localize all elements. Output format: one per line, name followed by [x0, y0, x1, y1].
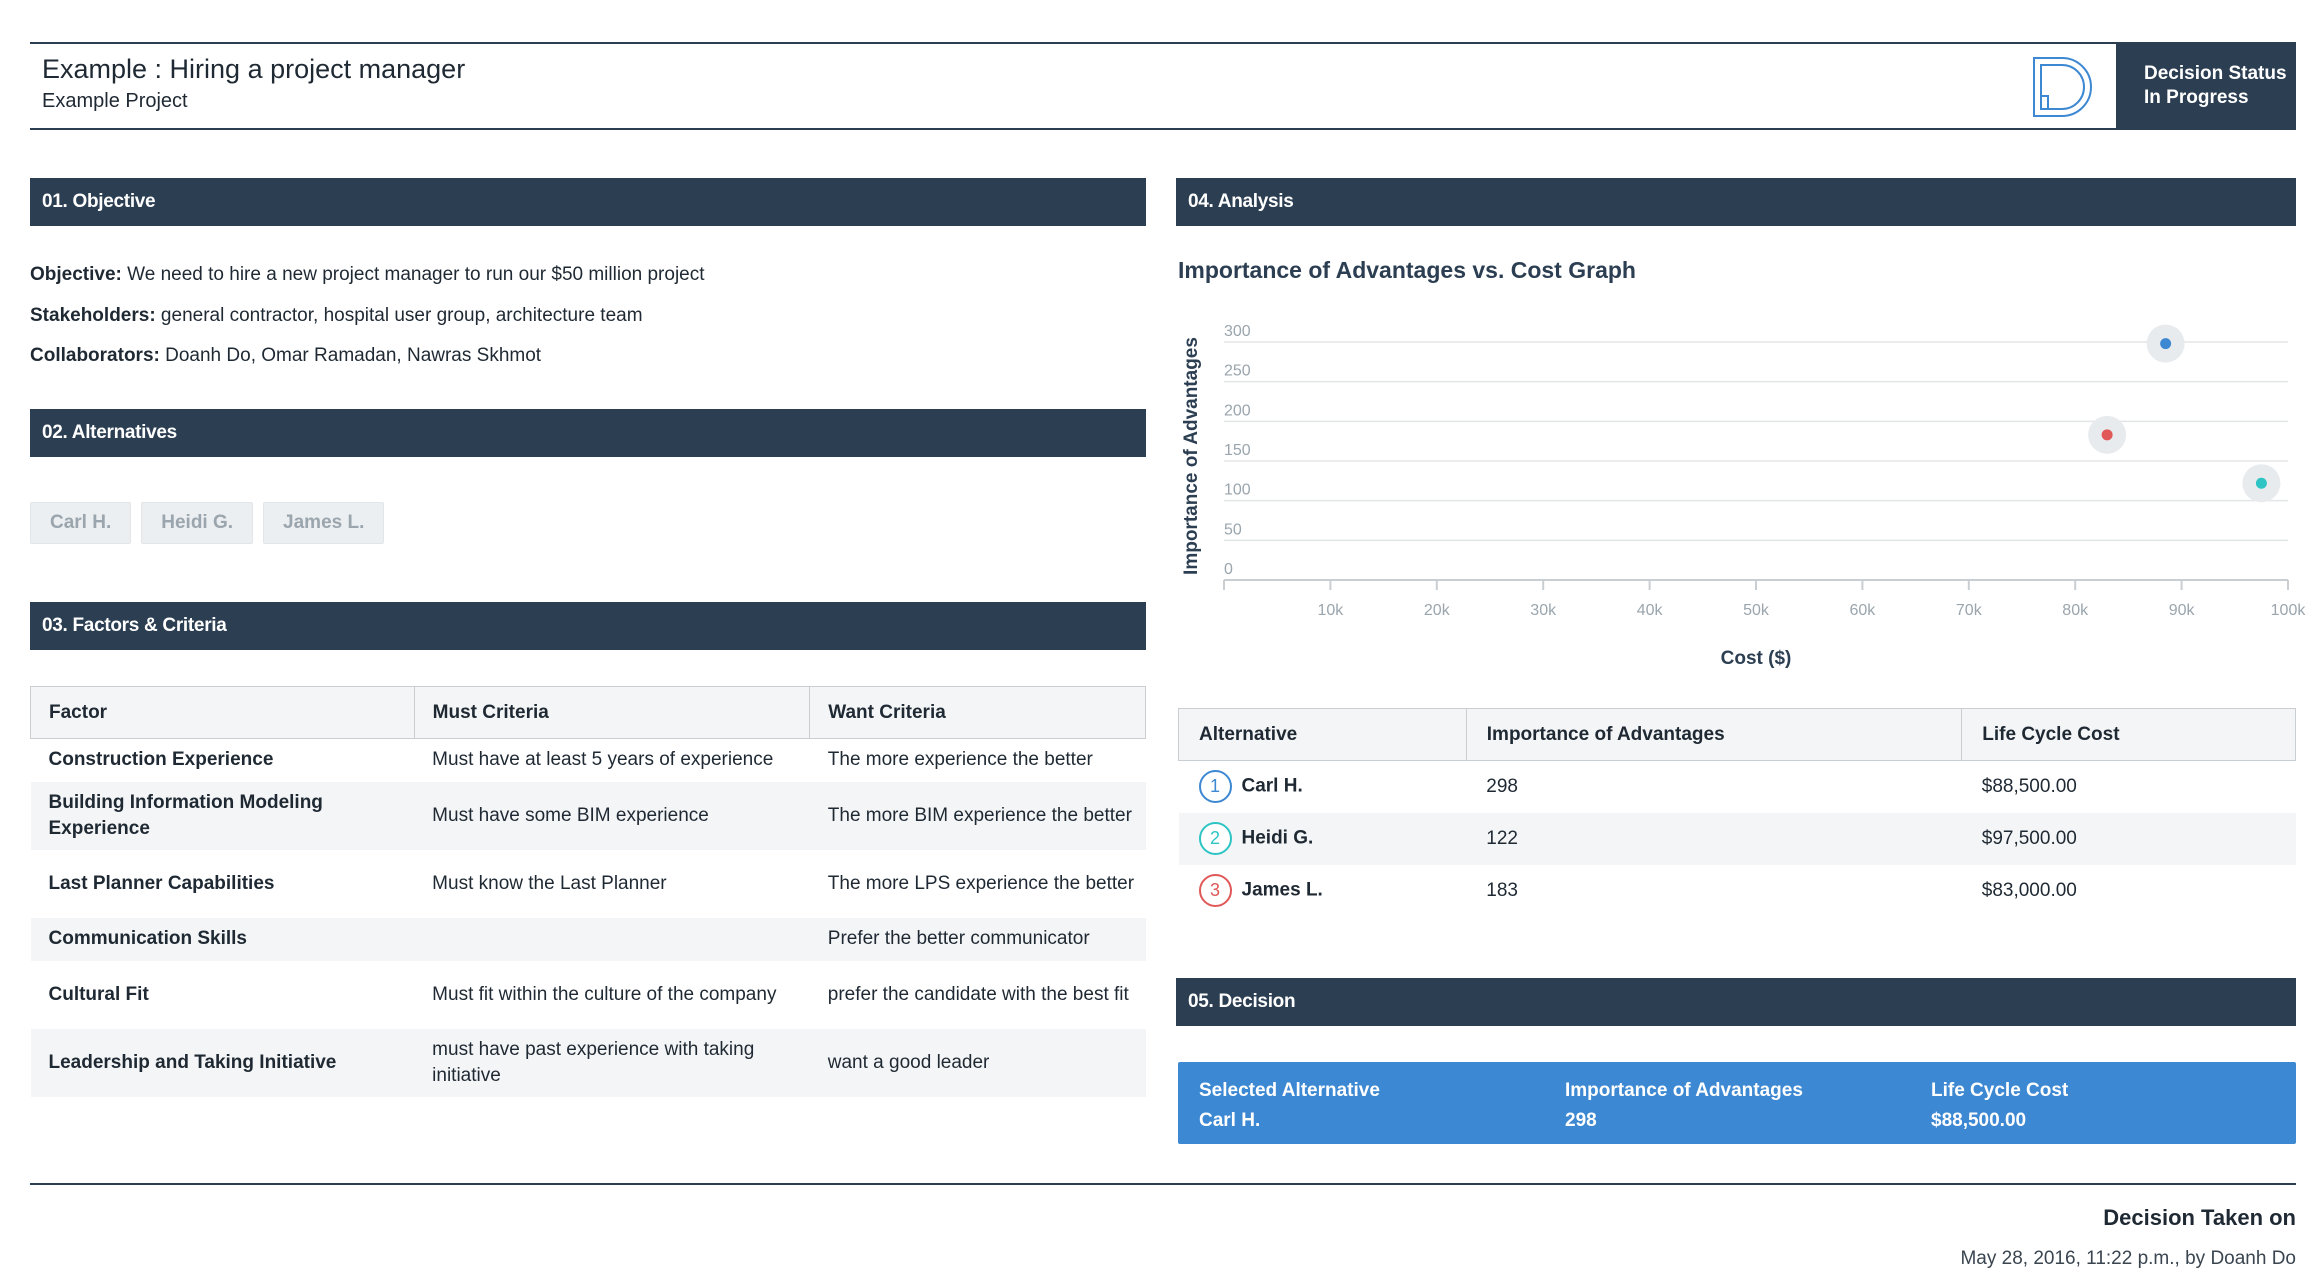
- want-criteria-cell: The more BIM experience the better: [810, 782, 1146, 850]
- factor-cell: Leadership and Taking Initiative: [31, 1029, 415, 1097]
- must-criteria-cell: Must have at least 5 years of experience: [432, 749, 774, 771]
- page-header: [30, 42, 2296, 130]
- alternative-cell: [1179, 865, 1467, 917]
- status-label: Decision Status: [2144, 63, 2287, 84]
- d-logo-icon: [2032, 56, 2096, 118]
- x-tick-label: 50k: [1743, 602, 1769, 619]
- column-header: Alternative: [1179, 709, 1467, 761]
- analysis-table: [1178, 708, 2296, 917]
- factor-cell: Cultural Fit: [48, 983, 149, 1005]
- selected-decision-card: [1178, 1062, 2296, 1144]
- alternative-name: James L.: [1241, 879, 1323, 901]
- importance-cell: 298: [1486, 775, 1518, 797]
- stakeholders-label: Stakeholders:: [30, 305, 156, 326]
- alternative-cell: [1179, 761, 1467, 813]
- decision-taken-label: Decision Taken on: [2103, 1205, 2296, 1230]
- project-name: Example Project: [42, 90, 188, 112]
- want-criteria-cell: prefer the candidate with the best fit: [827, 983, 1129, 1005]
- objective-label: Objective:: [30, 264, 122, 285]
- factor-cell: Communication Skills: [31, 918, 415, 961]
- table-header-row: [31, 687, 1146, 739]
- selected-alternative-value: Carl H.: [1199, 1110, 1261, 1131]
- alternative-name: Heidi G.: [1241, 827, 1314, 849]
- x-tick-label: 30k: [1530, 602, 1557, 619]
- section-decision-header: 05. Decision: [1176, 978, 2296, 1026]
- alternatives-list: [30, 502, 384, 544]
- x-tick-label: 70k: [1955, 602, 1982, 619]
- importance-cell: 183: [1486, 879, 1518, 901]
- decision-taken-value: May 28, 2016, 11:22 p.m., by Doanh Do: [1960, 1248, 2296, 1269]
- factor-cell: Building Information Modeling Experience: [31, 782, 415, 850]
- x-tick-label: 40k: [1636, 602, 1663, 619]
- must-criteria-cell: must have past experience with taking initiative: [414, 1029, 810, 1097]
- must-criteria-cell: [414, 918, 810, 961]
- x-tick-label: 60k: [1849, 602, 1876, 619]
- objective-line: [30, 264, 705, 286]
- table-row: [1179, 761, 2296, 813]
- page-title: Example : Hiring a project manager: [42, 54, 466, 84]
- stakeholders-line: [30, 305, 643, 327]
- y-tick-label: 200: [1224, 402, 1251, 420]
- objective-text: We need to hire a new project manager to run our $50 million project: [121, 264, 705, 285]
- factors-table: [30, 686, 1146, 1097]
- section-analysis-header: 04. Analysis: [1176, 178, 2296, 226]
- column-header: Life Cycle Cost: [1962, 709, 2296, 761]
- footer-divider: [30, 1183, 2296, 1185]
- table-row: [31, 918, 1146, 961]
- chart-title: Importance of Advantages vs. Cost Graph: [1178, 257, 1636, 283]
- alternative-chip[interactable]: Heidi G.: [141, 502, 253, 544]
- want-criteria-cell: want a good leader: [810, 1029, 1146, 1097]
- column-header: Must Criteria: [414, 687, 810, 739]
- data-point: [2160, 338, 2171, 349]
- factor-cell: Last Planner Capabilities: [48, 872, 275, 894]
- table-header-row: [1179, 709, 2296, 761]
- must-criteria-cell: Must fit within the culture of the company: [432, 983, 777, 1005]
- y-tick-label: 100: [1224, 481, 1251, 499]
- must-criteria-cell: Must know the Last Planner: [432, 872, 667, 894]
- cost-cell: $83,000.00: [1981, 879, 2077, 901]
- x-tick-label: 10k: [1317, 602, 1344, 619]
- x-tick-label: 100k: [2270, 602, 2306, 619]
- collaborators-text: Doanh Do, Omar Ramadan, Nawras Skhmot: [159, 345, 542, 366]
- table-row: [31, 961, 1146, 1029]
- scatter-chart: [1176, 310, 2306, 670]
- x-tick-label: 90k: [2168, 602, 2195, 619]
- x-axis-label: Cost ($): [1720, 648, 1792, 669]
- collaborators-label: Collaborators:: [30, 345, 160, 366]
- data-point: [2102, 429, 2113, 440]
- selected-cost-value: $88,500.00: [1931, 1110, 2027, 1131]
- y-tick-label: 50: [1224, 521, 1242, 539]
- selected-importance-value: 298: [1565, 1110, 1597, 1131]
- table-row: [31, 782, 1146, 850]
- factor-cell: Construction Experience: [48, 749, 274, 771]
- want-criteria-cell: The more LPS experience the better: [827, 872, 1135, 894]
- collaborators-line: [30, 345, 541, 367]
- rank-badge: 2: [1199, 822, 1232, 855]
- y-tick-label: 250: [1224, 362, 1251, 380]
- column-header: Want Criteria: [810, 687, 1146, 739]
- table-row: [31, 739, 1146, 782]
- want-criteria-cell: Prefer the better communicator: [810, 918, 1146, 961]
- table-row: [1179, 865, 2296, 917]
- cost-cell: $97,500.00: [1962, 813, 2296, 865]
- stakeholders-text: general contractor, hospital user group, architecture team: [155, 305, 643, 326]
- section-alternatives-header: 02. Alternatives: [30, 409, 1146, 457]
- selected-cost: [1931, 1076, 2068, 1136]
- must-criteria-cell: Must have some BIM experience: [414, 782, 810, 850]
- selected-alternative: [1199, 1076, 1380, 1136]
- rank-badge: 1: [1199, 770, 1232, 803]
- y-tick-label: 0: [1224, 561, 1233, 578]
- data-point: [2256, 478, 2267, 489]
- column-header: Importance of Advantages: [1466, 709, 1962, 761]
- y-axis-label: Importance of Advantages: [1181, 337, 1202, 575]
- x-tick-label: 20k: [1423, 602, 1450, 619]
- selected-alternative-label: Selected Alternative: [1199, 1080, 1380, 1101]
- alternative-chip[interactable]: James L.: [263, 502, 384, 544]
- y-tick-label: 300: [1224, 323, 1251, 340]
- alternative-chip[interactable]: Carl H.: [30, 502, 131, 544]
- importance-cell: 122: [1466, 813, 1962, 865]
- column-header: Factor: [31, 687, 415, 739]
- table-row: [31, 850, 1146, 918]
- want-criteria-cell: The more experience the better: [827, 749, 1093, 771]
- decision-status: [2116, 44, 2296, 130]
- cost-cell: $88,500.00: [1981, 775, 2077, 797]
- section-objective-header: 01. Objective: [30, 178, 1146, 226]
- table-row: [31, 1029, 1146, 1097]
- alternative-cell: [1179, 813, 1467, 865]
- selected-importance-label: Importance of Advantages: [1565, 1080, 1803, 1101]
- section-factors-header: 03. Factors & Criteria: [30, 602, 1146, 650]
- status-value: In Progress: [2144, 87, 2249, 108]
- y-tick-label: 150: [1224, 442, 1251, 459]
- selected-cost-label: Life Cycle Cost: [1931, 1080, 2069, 1101]
- rank-badge: 3: [1199, 874, 1232, 907]
- table-row: [1179, 813, 2296, 865]
- alternative-name: Carl H.: [1241, 775, 1303, 797]
- x-tick-label: 80k: [2062, 602, 2089, 619]
- selected-importance: [1565, 1076, 1803, 1136]
